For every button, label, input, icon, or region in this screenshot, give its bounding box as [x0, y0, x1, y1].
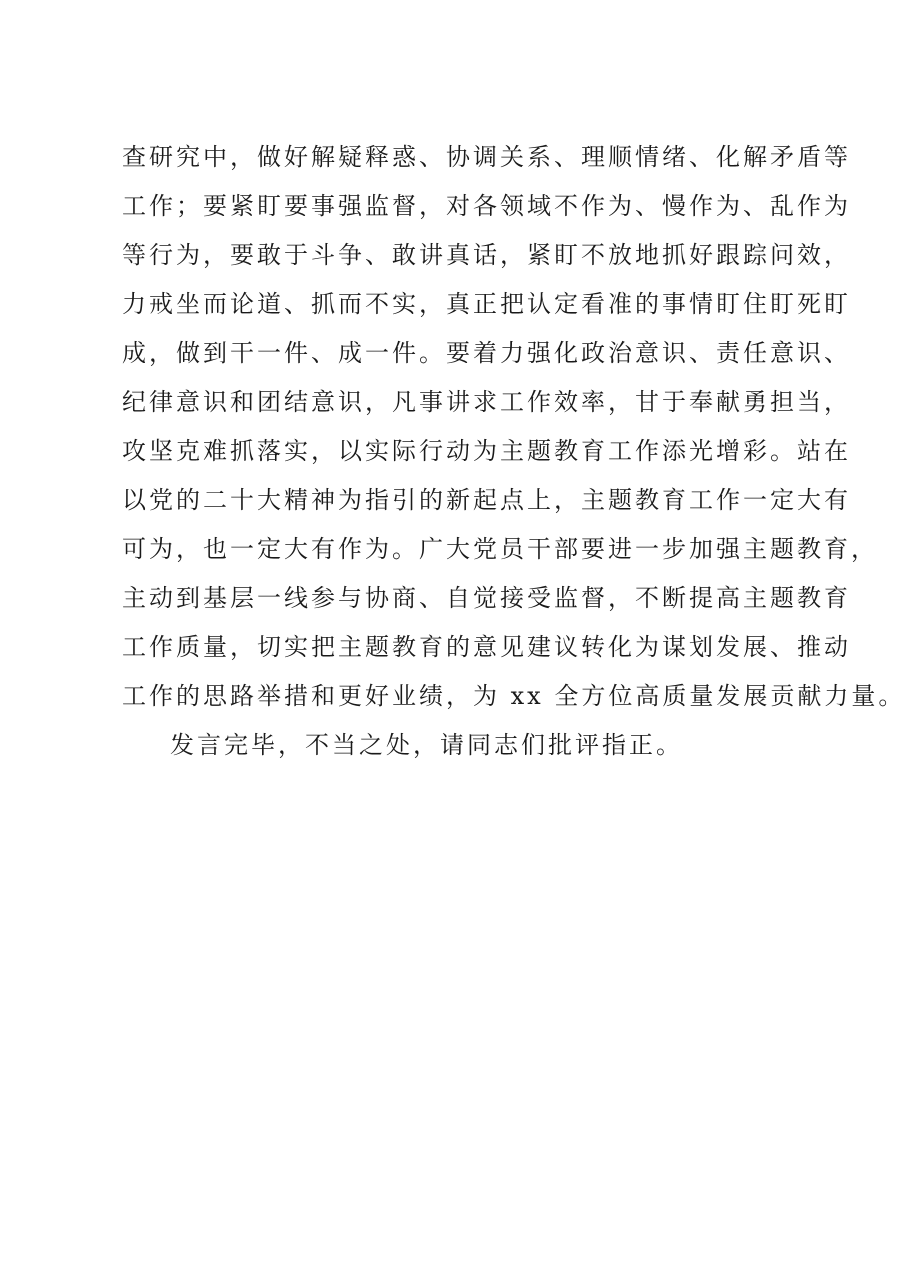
- paragraph-line: 工作；要紧盯要事强监督，对各领域不作为、慢作为、乱作为: [122, 192, 851, 220]
- paragraph-line: 纪律意识和团结意识，凡事讲求工作效率，甘于奉献勇担当，: [122, 388, 851, 416]
- paragraph-line: 主动到基层一线参与协商、自觉接受监督，不断提高主题教育: [122, 584, 851, 612]
- paragraph-line: 力戒坐而论道、抓而不实，真正把认定看准的事情盯住盯死盯: [122, 290, 851, 318]
- paragraph-line: 工作质量，切实把主题教育的意见建议转化为谋划发展、推动: [122, 633, 851, 661]
- paragraph-line: 以党的二十大精神为指引的新起点上，主题教育工作一定大有: [122, 486, 851, 514]
- closing-remark: 发言完毕，不当之处，请同志们批评指正。: [170, 731, 683, 759]
- paragraph-line: 可为，也一定大有作为。广大党员干部要进一步加强主题教育，: [122, 535, 878, 563]
- paragraph-line: 工作的思路举措和更好业绩，为 xx 全方位高质量发展贡献力量。: [122, 682, 906, 710]
- document-body: [122, 133, 906, 770]
- paragraph-line: 攻坚克难抓落实，以实际行动为主题教育工作添光增彩。站在: [122, 437, 851, 465]
- paragraph-line: 成，做到干一件、成一件。要着力强化政治意识、责任意识、: [122, 339, 851, 367]
- paragraph-line: 等行为，要敢于斗争、敢讲真话，紧盯不放地抓好跟踪问效，: [122, 241, 851, 269]
- paragraph-line: 查研究中，做好解疑释惑、协调关系、理顺情绪、化解矛盾等: [122, 143, 851, 171]
